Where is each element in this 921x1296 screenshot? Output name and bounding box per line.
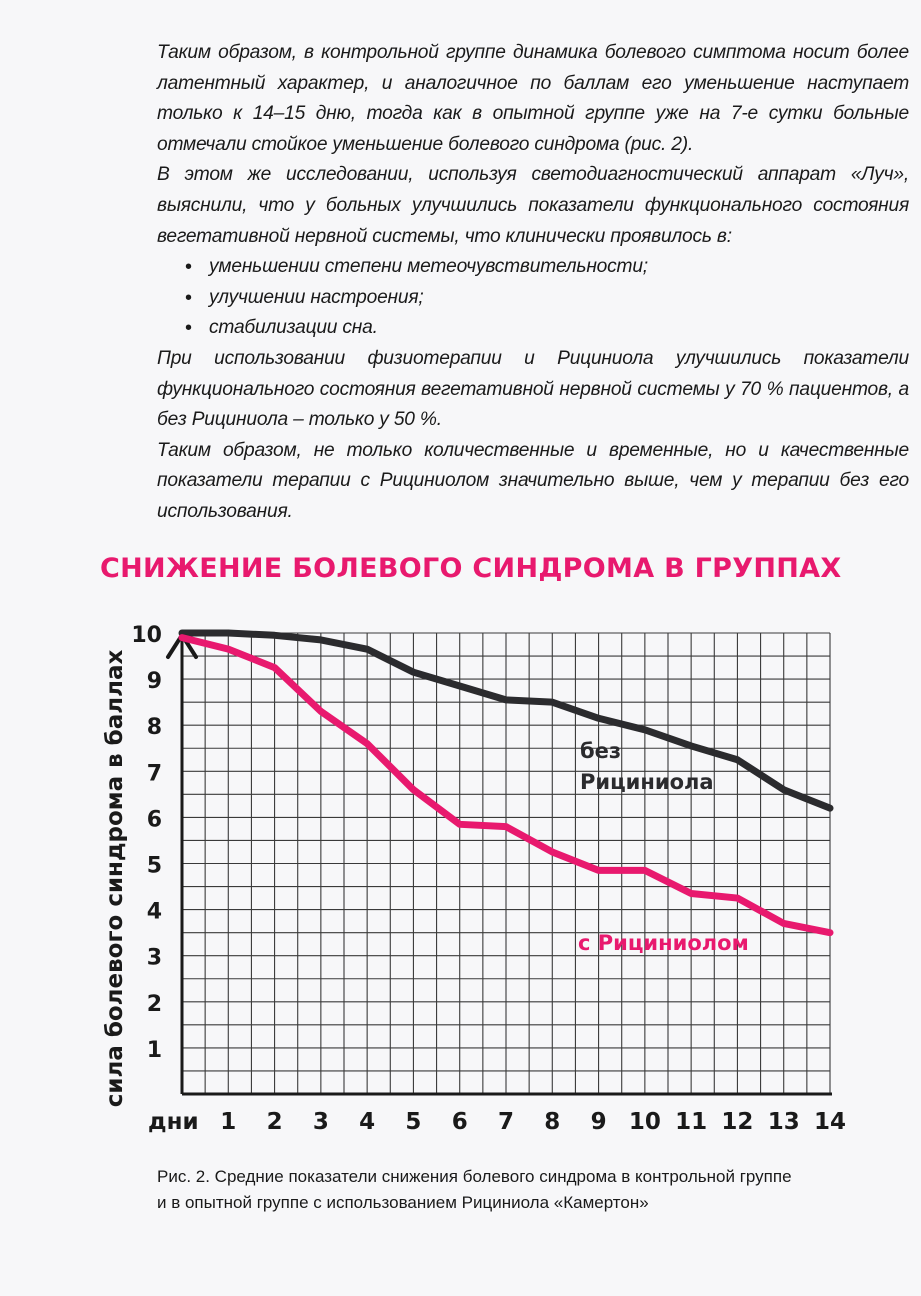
paragraph-3: При использовании физиотерапии и Рициниола улучшились показатели функционального состояния вегетативной нервной системы у 70 % пациентов, а без Рициниола – только у 50 %. bbox=[157, 347, 909, 431]
caption-line-1: Рис. 2. Средние показатели снижения болевого синдрома в контрольной группе bbox=[157, 1167, 792, 1186]
x-tick-label: 11 bbox=[675, 1109, 708, 1135]
y-tick-label: 9 bbox=[146, 669, 162, 695]
series-label-without-line1: без bbox=[580, 739, 622, 763]
bullet-item: • уменьшении степени метеочувствительности; bbox=[185, 252, 909, 283]
bullet-list bbox=[157, 252, 909, 344]
x-tick-label: 8 bbox=[544, 1109, 561, 1135]
figure-caption bbox=[157, 1164, 877, 1216]
caption-line-2: и в опытной группе с использованием Рициниола «Камертон» bbox=[157, 1193, 649, 1212]
chart-labels bbox=[102, 623, 846, 1135]
y-tick-label: 10 bbox=[131, 623, 162, 648]
bullet-item: • стабилизации сна. bbox=[185, 313, 909, 344]
series-label-without-line2: Рициниола bbox=[580, 770, 714, 794]
x-tick-label: 1 bbox=[220, 1109, 237, 1135]
x-axis-label: дни bbox=[148, 1109, 199, 1135]
y-axis-label: сила болевого синдрома в баллах bbox=[102, 649, 128, 1108]
series-label-with: с Рициниолом bbox=[578, 931, 749, 955]
x-tick-label: 2 bbox=[266, 1109, 283, 1135]
x-tick-label: 6 bbox=[451, 1109, 468, 1135]
x-tick-label: 3 bbox=[312, 1109, 329, 1135]
pain-chart bbox=[0, 600, 921, 1160]
y-tick-label: 8 bbox=[146, 715, 162, 741]
y-tick-label: 3 bbox=[146, 945, 162, 971]
x-tick-label: 9 bbox=[590, 1109, 607, 1135]
y-tick-label: 1 bbox=[146, 1037, 162, 1063]
body-text bbox=[157, 38, 909, 528]
x-tick-label: 4 bbox=[359, 1109, 376, 1135]
paragraph-4: Таким образом, не только количественные и временные, но и качественные показатели терапии с Рициниолом значительно выше, чем у терапии без его использования. bbox=[157, 439, 909, 522]
chart-title: СНИЖЕНИЕ БОЛЕВОГО СИНДРОМА В ГРУППАХ bbox=[100, 553, 842, 584]
y-tick-label: 7 bbox=[146, 761, 162, 787]
x-tick-label: 14 bbox=[813, 1109, 847, 1135]
x-tick-label: 10 bbox=[628, 1109, 661, 1135]
y-tick-label: 6 bbox=[146, 807, 162, 833]
x-tick-label: 12 bbox=[721, 1109, 754, 1135]
x-tick-label: 7 bbox=[497, 1109, 515, 1135]
y-tick-label: 5 bbox=[146, 853, 162, 879]
bullet-item: • улучшении настроения; bbox=[185, 283, 909, 314]
paragraph-2: В этом же исследовании, используя светодиагностический аппарат «Луч», выяснили, что у больных улучшились показатели функционального состояния вегетативной нервной системы, что клинически проявилось в: bbox=[157, 164, 909, 247]
x-tick-label: 5 bbox=[405, 1109, 422, 1135]
y-tick-label: 4 bbox=[146, 899, 162, 925]
x-tick-label: 13 bbox=[767, 1109, 800, 1135]
y-tick-label: 2 bbox=[146, 991, 162, 1017]
paragraph-1: Таким образом, в контрольной группе динамика болевого симптома носит более латентный характер, и аналогичное по баллам его уменьшение наступает только к 14–15 дню, тогда как в опытной группе уже на 7-е сутки больные отмечали стойкое уменьшение болевого синдрома (рис. 2). bbox=[157, 42, 909, 155]
